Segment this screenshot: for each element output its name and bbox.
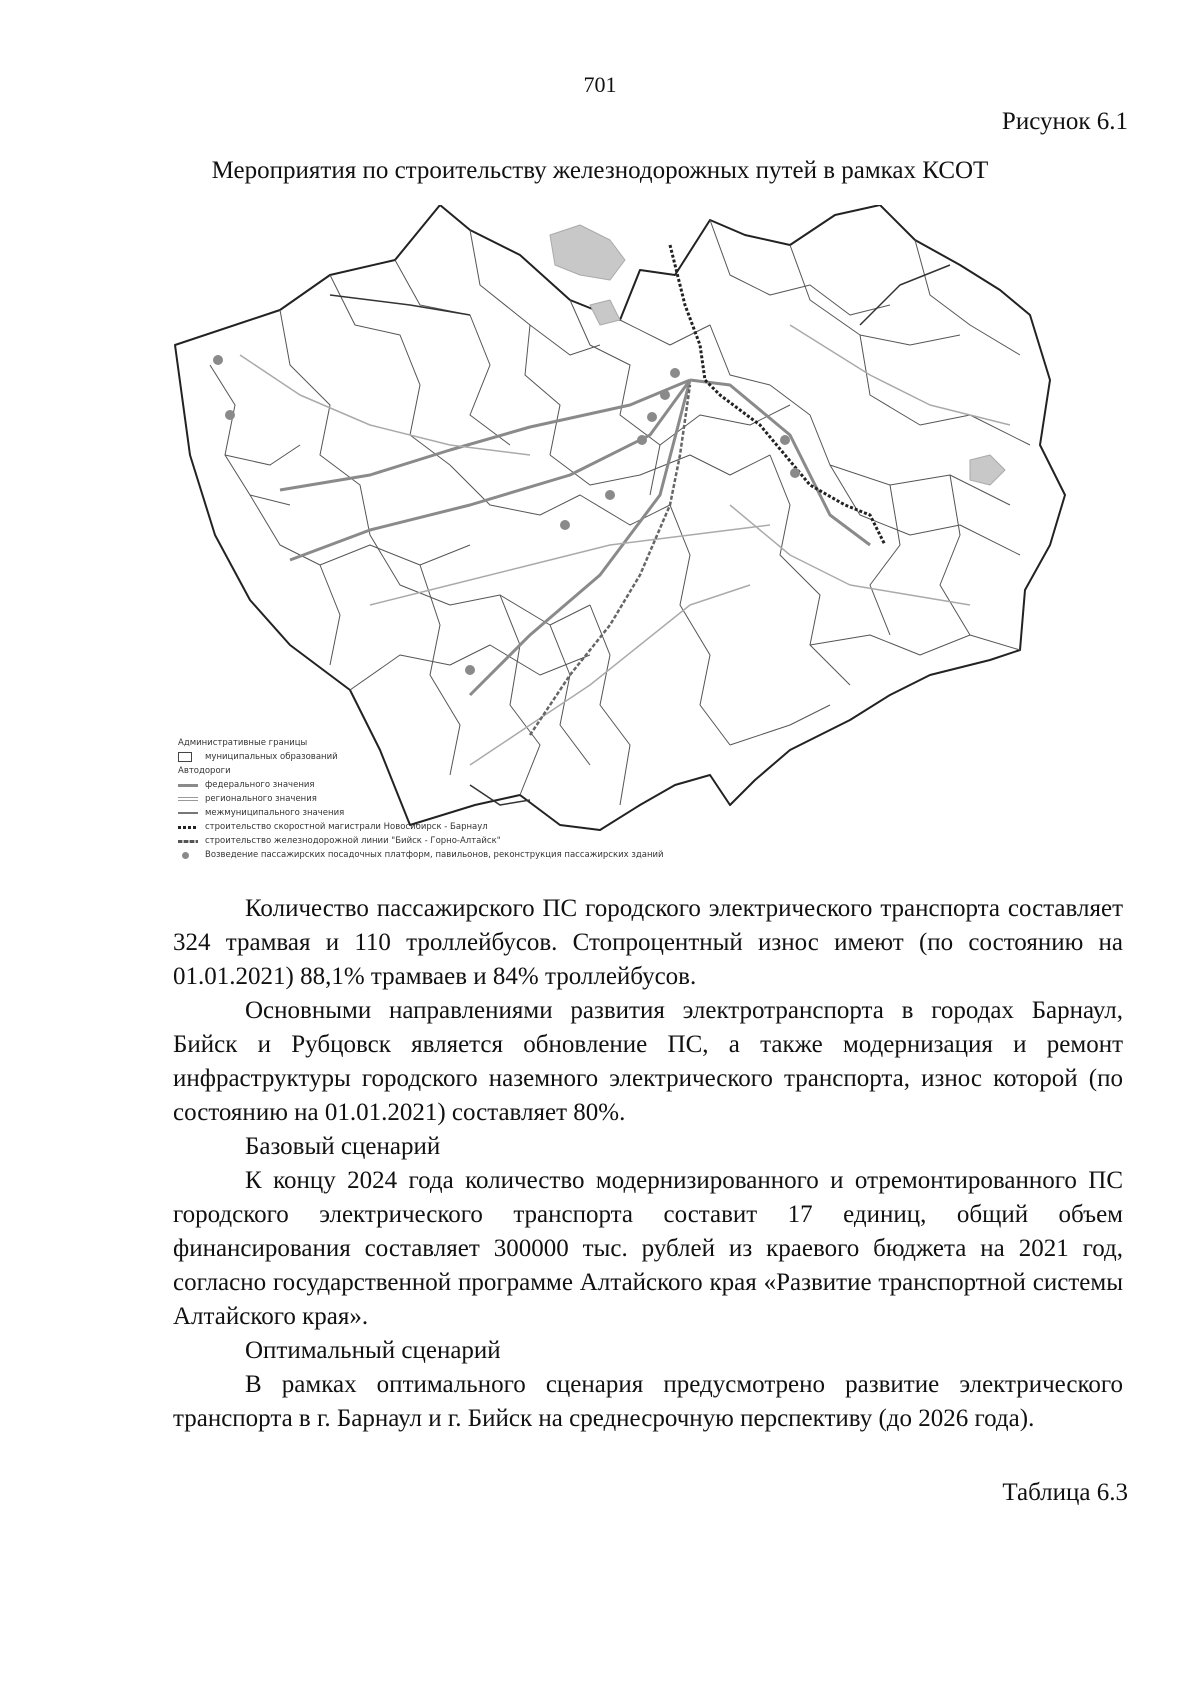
table-label: Таблица 6.3 — [1002, 1479, 1128, 1506]
legend-item-label: строительство скоростной магистрали Новосибирск - Барнаул — [205, 822, 488, 832]
map-legend — [178, 736, 664, 862]
paragraph: К концу 2024 года количество модернизированного и отремонтированного ПС городского электрического транспорта составит 17 единиц, общий объем финансирования составляет 300000 тыс. рублей из краевого бюджета на 2021 год, согласно государственной программе Алтайского края «Развитие транспортной системы Алтайского края». — [173, 1167, 1123, 1330]
legend-platform-symbol — [178, 852, 200, 859]
legend-item-label: муниципальных образований — [205, 752, 338, 762]
figure-title: Мероприятия по строительству железнодорожных путей в рамках КСОТ — [211, 157, 989, 184]
legend-item-label: межмуниципального значения — [205, 808, 345, 818]
legend-railway-symbol — [178, 840, 200, 843]
legend-high-speed-symbol — [178, 826, 200, 829]
section-heading: Базовый сценарий — [245, 1133, 441, 1160]
body-text — [173, 892, 1123, 1436]
section-heading: Оптимальный сценарий — [245, 1337, 501, 1364]
platform-marker — [465, 665, 475, 675]
legend-item — [178, 792, 664, 806]
legend-item — [178, 750, 664, 764]
legend-item-label: строительство железнодорожной линии "Бийск - Горно-Алтайск" — [205, 836, 501, 846]
legend-section-title: Автодороги — [178, 766, 231, 776]
figure-label: Рисунок 6.1 — [1001, 108, 1128, 135]
legend-item — [178, 834, 664, 848]
platform-marker — [225, 410, 235, 420]
legend-regional-road-symbol — [178, 797, 200, 801]
municipal-borders — [210, 220, 1030, 805]
legend-box-symbol — [178, 752, 200, 762]
federal-roads — [280, 380, 870, 695]
paragraph: Основными направлениями развития электротранспорта в городах Барнаул, Бийск и Рубцовск является обновление ПС, а также модернизация и ремонт инфраструктуры городского наземного электрического транспорта, износ которой (по состоянию на 01.01.2021) составляет 80%. — [173, 997, 1123, 1126]
paragraph: Количество пассажирского ПС городского электрического транспорта составляет 324 трамвая и 110 троллейбусов. Стопроцентный износ имеют (по состоянию на 01.01.2021) 88,1% трамваев и 84% троллейбусов. — [173, 895, 1123, 990]
platform-marker — [790, 468, 800, 478]
legend-item — [178, 848, 664, 862]
platform-marker — [637, 435, 647, 445]
platform-marker — [560, 520, 570, 530]
legend-item — [178, 820, 664, 834]
platform-marker — [670, 368, 680, 378]
platform-marker — [213, 355, 223, 365]
platform-marker — [780, 435, 790, 445]
legend-federal-road-symbol — [178, 784, 200, 787]
legend-item — [178, 806, 664, 820]
platform-marker — [605, 490, 615, 500]
paragraph: В рамках оптимального сценария предусмотрено развитие электрического транспорта в г. Барнаул и г. Бийск на среднесрочную перспективу (до 2026 года). — [173, 1371, 1123, 1432]
platform-markers — [213, 355, 800, 675]
legend-section-title: Административные границы — [178, 738, 308, 748]
page-number: 701 — [583, 72, 617, 97]
legend-item-label: регионального значения — [205, 794, 317, 804]
lake-area — [970, 455, 1005, 485]
high-speed-line — [670, 245, 885, 545]
lake-area — [590, 300, 620, 325]
platform-marker — [647, 412, 657, 422]
legend-item — [178, 778, 664, 792]
legend-municipal-road-symbol — [178, 812, 200, 814]
platform-marker — [660, 390, 670, 400]
legend-item-label: Возведение пассажирских посадочных платформ, павильонов, реконструкция пассажирских зданий — [205, 850, 664, 860]
lake-area — [550, 225, 625, 280]
legend-item-label: федерального значения — [205, 780, 315, 790]
